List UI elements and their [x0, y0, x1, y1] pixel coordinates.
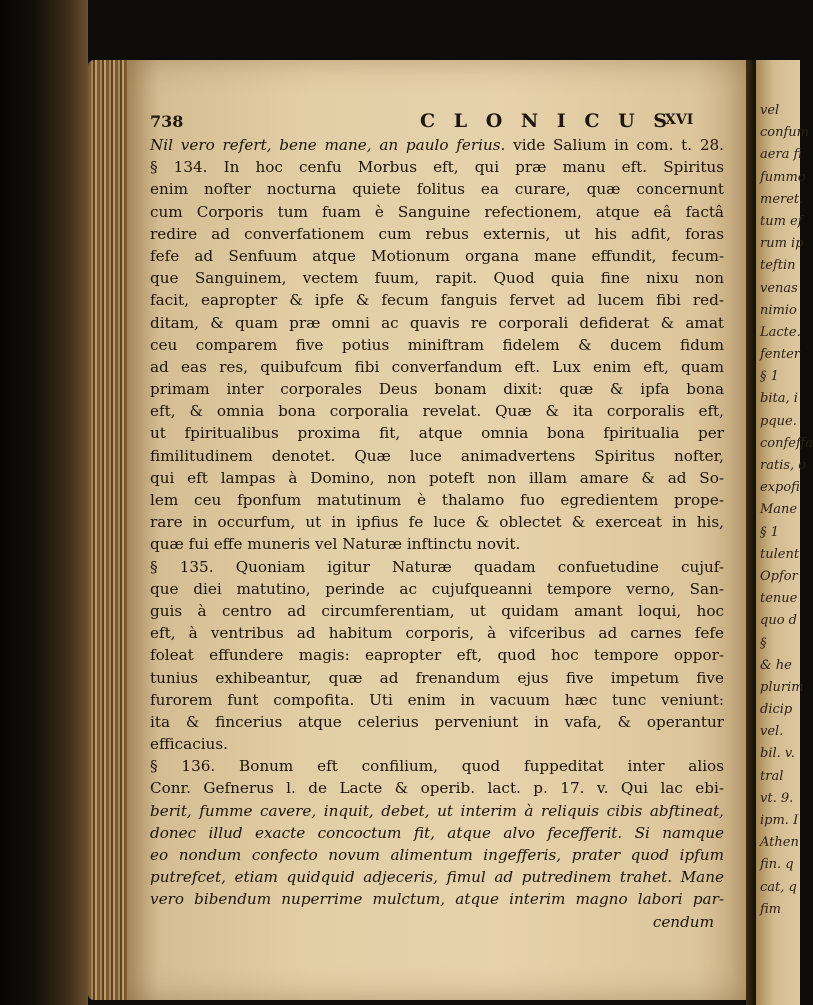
text-line: rare in occurfum, ut in ipfius fe luce & oblectet & exerceat in his, [150, 513, 724, 532]
facing-page-line: pque. [760, 413, 797, 429]
facing-page-line: fummo [760, 169, 806, 185]
facing-page-line: fenter [760, 347, 801, 363]
text-line: facit, eapropter & ipfe & fecum fanguis fervet ad lucem fibi red- [150, 291, 724, 310]
facing-page-line: bita, i [760, 391, 798, 407]
facing-page-line: tum ef [760, 213, 803, 229]
text-line: § 136. Bonum eft confilium, quod fuppeditat inter alios [150, 757, 724, 776]
facing-page-line: rum ip [760, 236, 804, 252]
facing-page-line: vel. [760, 724, 784, 740]
text-line: furorem funt compofita. Uti enim in vacuum hæc tunc veniunt: [150, 690, 724, 709]
signature-mark: XVI [665, 112, 694, 128]
text-line: ut fpiritualibus proxima fit, atque omnia bona fpiritualia per [150, 424, 724, 443]
facing-page-line: § 1 [760, 524, 779, 540]
text-line: guis à centro ad circumferentiam, ut quidam amant loqui, hoc [150, 601, 724, 620]
facing-page-line: Mane [760, 502, 798, 518]
facing-page-line: ipm. I [760, 813, 799, 828]
facing-page-line: dicip [760, 702, 793, 718]
text-line: Nil vero refert, bene mane, an paulo ferius. vide Salium in com. t. 28. [150, 136, 725, 154]
facing-page-line: § [760, 635, 767, 651]
facing-page-line: bil. v. [760, 746, 795, 762]
text-line: tunius exhibeantur, quæ ad frenandum ejus five impetum five [150, 668, 724, 687]
text-line: primam inter corporales Deus bonam dixit: quæ & ipfa bona [150, 380, 724, 399]
facing-page-line: meret. [760, 191, 804, 207]
page-number: 738 [150, 112, 184, 131]
facing-page-line: vel [760, 103, 780, 118]
text-line: fimilitudinem denotet. Quæ luce animadvertens Spiritus nofter, [150, 446, 724, 465]
text-line: vero bibendum nuperrime mulctum, atque interim magno labori par- [150, 890, 724, 909]
facing-page-line: Opfor [760, 568, 798, 584]
facing-page-line: teftin [760, 258, 796, 274]
text-line: eft, & omnia bona corporalia revelat. Quæ & ita corporalis eft, [150, 402, 724, 421]
facing-page-line: quo d [760, 613, 797, 629]
text-line: quæ fui effe muneris vel Naturæ inftinctu novit. [150, 535, 521, 554]
facing-page-line: fim [760, 901, 781, 917]
facing-page-line: Lacte. [760, 324, 801, 340]
facing-page-line: Athen [760, 835, 799, 851]
text-line: que Sanguinem, vectem fuum, rapit. Quod quia fine nixu non [150, 269, 724, 288]
text-line: foleat effundere magis: eapropter eft, quod hoc tempore oppor- [150, 646, 724, 665]
facing-page-line: tulent [760, 546, 800, 562]
text-line: fefe ad Senfuum atque Motionum organa mane effundit, fecum- [150, 246, 724, 265]
text-line: ita & fincerius atque celerius perveniunt in vafa, & operantur [150, 712, 724, 731]
facing-page-line: confum [760, 125, 809, 141]
facing-page-line: § 1 [760, 369, 779, 385]
text-line: ad eas res, quibufcum fibi converfandum eft. Lux enim eft, quam [150, 357, 724, 376]
text-line: eft, à ventribus ad habitum corporis, à vifceribus ad carnes fefe [150, 624, 724, 643]
text-line: ceu comparem five potius miniftram fidelem & ducem fidum [150, 335, 724, 354]
text-line: qui eft lampas à Domino, non poteft non illam amare & ad So- [150, 468, 724, 487]
page-header [150, 112, 720, 136]
text-line: efficacius. [150, 735, 228, 754]
facing-page-line: confeffa [760, 435, 813, 451]
facing-page-lines [756, 100, 813, 921]
facing-page-line: nimio [760, 302, 797, 318]
text-line: cum Corporis tum fuam è Sanguine refectionem, atque eâ factâ [150, 202, 724, 221]
facing-page-line: aera fi [760, 147, 803, 163]
facing-page-line: ratis, o [760, 458, 807, 473]
text-line: lem ceu fponfum matutinum è thalamo fuo egredientem prope- [150, 491, 724, 509]
book-gutter [746, 60, 756, 1005]
facing-page-line: fin. q [760, 857, 794, 873]
text-line: berit, fumme cavere, inquit, debet, ut interim à reliquis cibis abftineat, [150, 801, 724, 820]
facing-page-line: tral [760, 768, 784, 784]
facing-page-line: cat, q [760, 879, 797, 895]
facing-page-line: venas [760, 280, 798, 296]
text-line: redire ad converfationem cum rebus externis, ut his adfit, foras [150, 224, 724, 243]
page-edges [88, 60, 130, 1000]
text-line: enim nofter nocturna quiete folitus ea curare, quæ concernunt [150, 180, 724, 199]
text-line: donec illud exacte concoctum fit, atque alvo fecefferit. Si namque [150, 823, 724, 842]
facing-page-fragment [756, 60, 813, 1005]
body-text [150, 134, 724, 933]
facing-page-line: vt. 9. [760, 790, 794, 806]
facing-page-line: expofi [760, 480, 800, 496]
running-title: C L O N I C U S [420, 110, 674, 132]
facing-page-line: plurim [760, 679, 804, 695]
text-line: putrefcet, etiam quidquid adjeceris, fimul ad putredinem trahet. Mane [150, 868, 724, 887]
text-line: § 134. In hoc cenfu Morbus eft, qui præ manu eft. Spiritus [150, 158, 724, 177]
facing-page-line: tenue [760, 591, 798, 607]
facing-page-line: & he [760, 657, 792, 673]
text-line: Conr. Gefnerus l. de Lacte & operib. lact. p. 17. v. Qui lac ebi- [150, 779, 724, 798]
book-spine [0, 0, 88, 1005]
text-line: que diei matutino, perinde ac cujufqueanni tempore verno, San- [150, 579, 724, 598]
text-line: eo nondum confecto novum alimentum ingefferis, prater quod ipfum [150, 846, 724, 864]
text-line: ditam, & quam præ omni ac quavis re corporali defiderat & amat [150, 313, 724, 332]
catchword: cendum [652, 912, 714, 931]
text-line: § 135. Quoniam igitur Naturæ quadam confuetudine cujuf- [150, 557, 724, 576]
